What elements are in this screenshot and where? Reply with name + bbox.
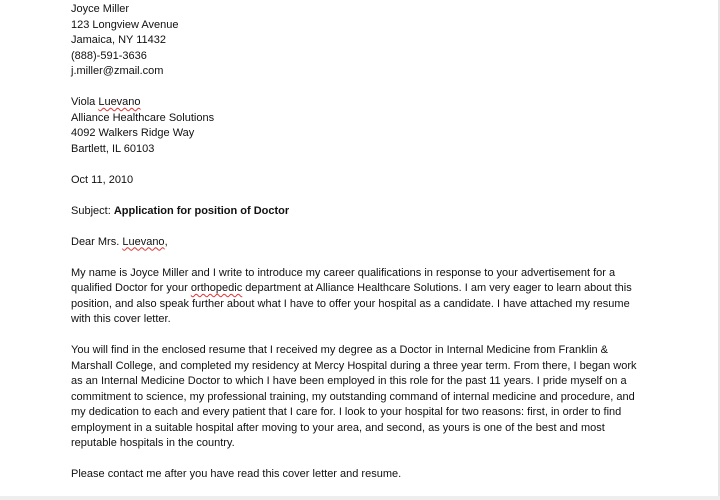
sender-name: Joyce Miller — [71, 3, 130, 15]
recipient-last-name: Luevano — [98, 96, 141, 108]
spacer — [71, 452, 651, 468]
recipient-company: Alliance Healthcare Solutions — [71, 111, 215, 124]
page-edge-bottom — [0, 496, 720, 500]
sender-email: j.miller@zmail.com — [71, 65, 164, 77]
sender-phone: (888)-591-3636 — [71, 49, 147, 62]
spacer — [71, 219, 651, 235]
greeting-punct: , — [164, 235, 168, 248]
spacer — [71, 80, 651, 96]
spacer — [71, 157, 651, 173]
sender-city: Jamaica, NY 11432 — [71, 34, 166, 46]
sender-block — [71, 2, 651, 80]
recipient-street: 4092 Walkers Ridge Way — [71, 127, 195, 139]
paragraph-intro — [71, 266, 649, 328]
paragraph-intro-before: My name is Joyce Miller and I write to introduce my career qualifications in response to your advertisement for a qualified Doctor for your — [71, 266, 616, 294]
greeting-prefix: Dear Mrs. — [71, 235, 120, 248]
spacer — [71, 328, 651, 344]
subject-text: Application for position of Doctor — [113, 204, 290, 217]
subject-label: Subject: — [71, 204, 111, 217]
letter-date: Oct 11, 2010 — [71, 173, 134, 186]
recipient-city: Bartlett, IL 60103 — [71, 142, 155, 155]
flagged-word: orthopedic — [190, 282, 243, 294]
recipient-name — [71, 95, 651, 111]
recipient-block — [71, 95, 651, 157]
greeting-name: Luevano — [122, 235, 165, 248]
recipient-first-name: Viola — [71, 96, 96, 108]
paragraph-intro-after: department at Alliance Healthcare Solutions. I am very eager to learn about this position, and also speak further about what I have to offer your hospital as a candidate. I have attached my resume with this cover letter. — [71, 282, 632, 325]
paragraph-experience: You will find in the enclosed resume that I received my degree as a Doctor in Internal Medicine from Franklin & Marshall College, and completed my residency at Mercy Hospital during a three year term. From there, I began work as an Internal Medicine Doctor to which I have been employed in this role for the past 11 years. I pride myself on a commitment to science, my professional training, my outstanding command of internal medicine and procedure, and my dedication to each and every patient that I care for. I look to your hospital for two reasons: first, in order to find employment in a suitable hospital after moving to your area, and second, as yours is one of the best and most reputable hospitals in the country. — [71, 344, 637, 449]
spacer — [71, 188, 651, 204]
subject-line — [71, 204, 651, 220]
spacer — [71, 250, 651, 266]
paragraph-closing: Please contact me after you have read this cover letter and resume. — [71, 468, 402, 480]
cover-letter — [71, 2, 651, 483]
sender-street: 123 Longview Avenue — [71, 18, 179, 31]
greeting — [71, 235, 651, 251]
